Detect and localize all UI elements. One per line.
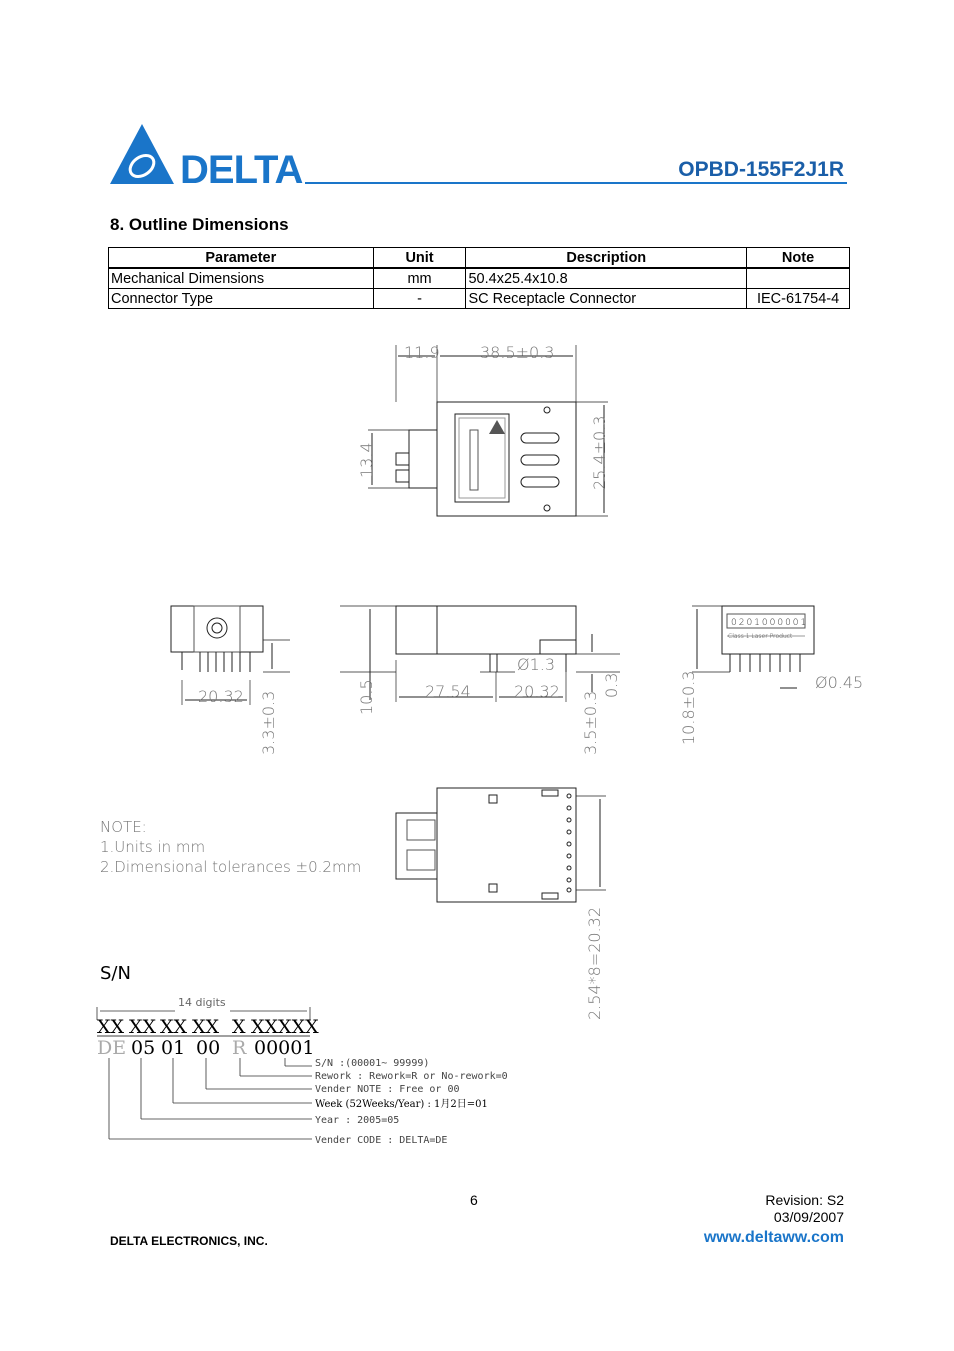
dim-label: 0.3 [602, 672, 621, 698]
section-title: 8. Outline Dimensions [110, 215, 289, 234]
sn-format: X [232, 1016, 246, 1038]
revision-block [765, 1192, 844, 1226]
dim-label: 3.3±0.3 [259, 690, 278, 755]
dim-label: 25.4±0.3 [590, 415, 609, 490]
sn-example: 00001 [254, 1037, 315, 1059]
sn-legend-item: Vender NOTE : Free or 00 [315, 1084, 460, 1095]
sn-digits-label: 14 digits [178, 996, 226, 1009]
dim-label: 20.32 [514, 682, 560, 701]
note-line: 2.Dimensional tolerances ±0.2mm [100, 858, 362, 876]
sn-example: R [232, 1037, 247, 1059]
table-cell: 50.4x25.4x10.8 [466, 268, 747, 289]
table-cell: - [373, 289, 466, 309]
sn-format: XX [129, 1016, 157, 1038]
col-header: Unit [373, 248, 466, 269]
note-line: 1.Units in mm [100, 838, 206, 856]
dim-label: 27.54 [425, 682, 471, 701]
dim-label: 10.8±0.3 [679, 670, 698, 745]
dim-label: 3.5±0.3 [581, 690, 600, 755]
dim-label: Ø1.3 [517, 655, 556, 674]
sn-example: 05 [131, 1037, 156, 1059]
page-number: 6 [470, 1192, 478, 1208]
brand-wordmark: DELTA [180, 148, 303, 186]
sn-legend-item: S/N :(00001~ 99999) [315, 1058, 430, 1069]
sn-example: 01 [161, 1037, 186, 1059]
table-cell: Mechanical Dimensions [109, 268, 374, 289]
table-cell: Connector Type [109, 289, 374, 309]
sn-format: XX [160, 1016, 188, 1038]
table-cell: mm [373, 268, 466, 289]
doc-title: OPBD-155F2J1R [678, 158, 844, 181]
website-link[interactable]: www.deltaww.com [703, 1229, 844, 1246]
col-header: Parameter [109, 248, 374, 269]
revision: Revision: S2 [765, 1192, 844, 1208]
dim-label: 38.5±0.3 [480, 343, 555, 362]
sn-legend-item: Rework : Rework=R or No-rework=0 [315, 1071, 508, 1082]
table-cell: IEC-61754-4 [747, 289, 850, 309]
note-title: NOTE: [100, 818, 147, 836]
dim-label: 10.5 [357, 679, 376, 715]
dim-label: 13.4 [357, 442, 376, 478]
sn-example: 00 [196, 1037, 221, 1059]
dim-label: 2.54*8=20.32 [585, 906, 604, 1020]
sn-format: XXXXX [251, 1016, 319, 1038]
sn-example: DE [97, 1037, 127, 1059]
col-header: Note [747, 248, 850, 269]
sn-title: S/N [100, 963, 131, 984]
sn-format: XX [192, 1016, 220, 1038]
dim-label: 11.9 [404, 343, 440, 362]
sn-legend-item: Vender CODE : DELTA=DE [315, 1135, 448, 1146]
dim-label: 20.32 [198, 687, 244, 706]
bottom-view [396, 788, 606, 902]
product-label-class: Class 1 Laser Product [728, 633, 793, 640]
revision-date: 03/09/2007 [773, 1209, 844, 1225]
col-header: Description [466, 248, 747, 269]
table-cell: SC Receptacle Connector [466, 289, 747, 309]
company-name: DELTA ELECTRONICS, INC. [110, 1234, 268, 1248]
product-label-code: 0201000001 [731, 618, 809, 628]
side-view [340, 606, 620, 702]
top-view [368, 345, 608, 516]
dim-label: Ø0.45 [815, 673, 864, 692]
sn-legend-item: Week (52Weeks/Year) : 1月2日=01 [315, 1099, 488, 1110]
sn-format: XX [97, 1016, 125, 1038]
sn-legend-item: Year : 2005=05 [315, 1115, 400, 1126]
